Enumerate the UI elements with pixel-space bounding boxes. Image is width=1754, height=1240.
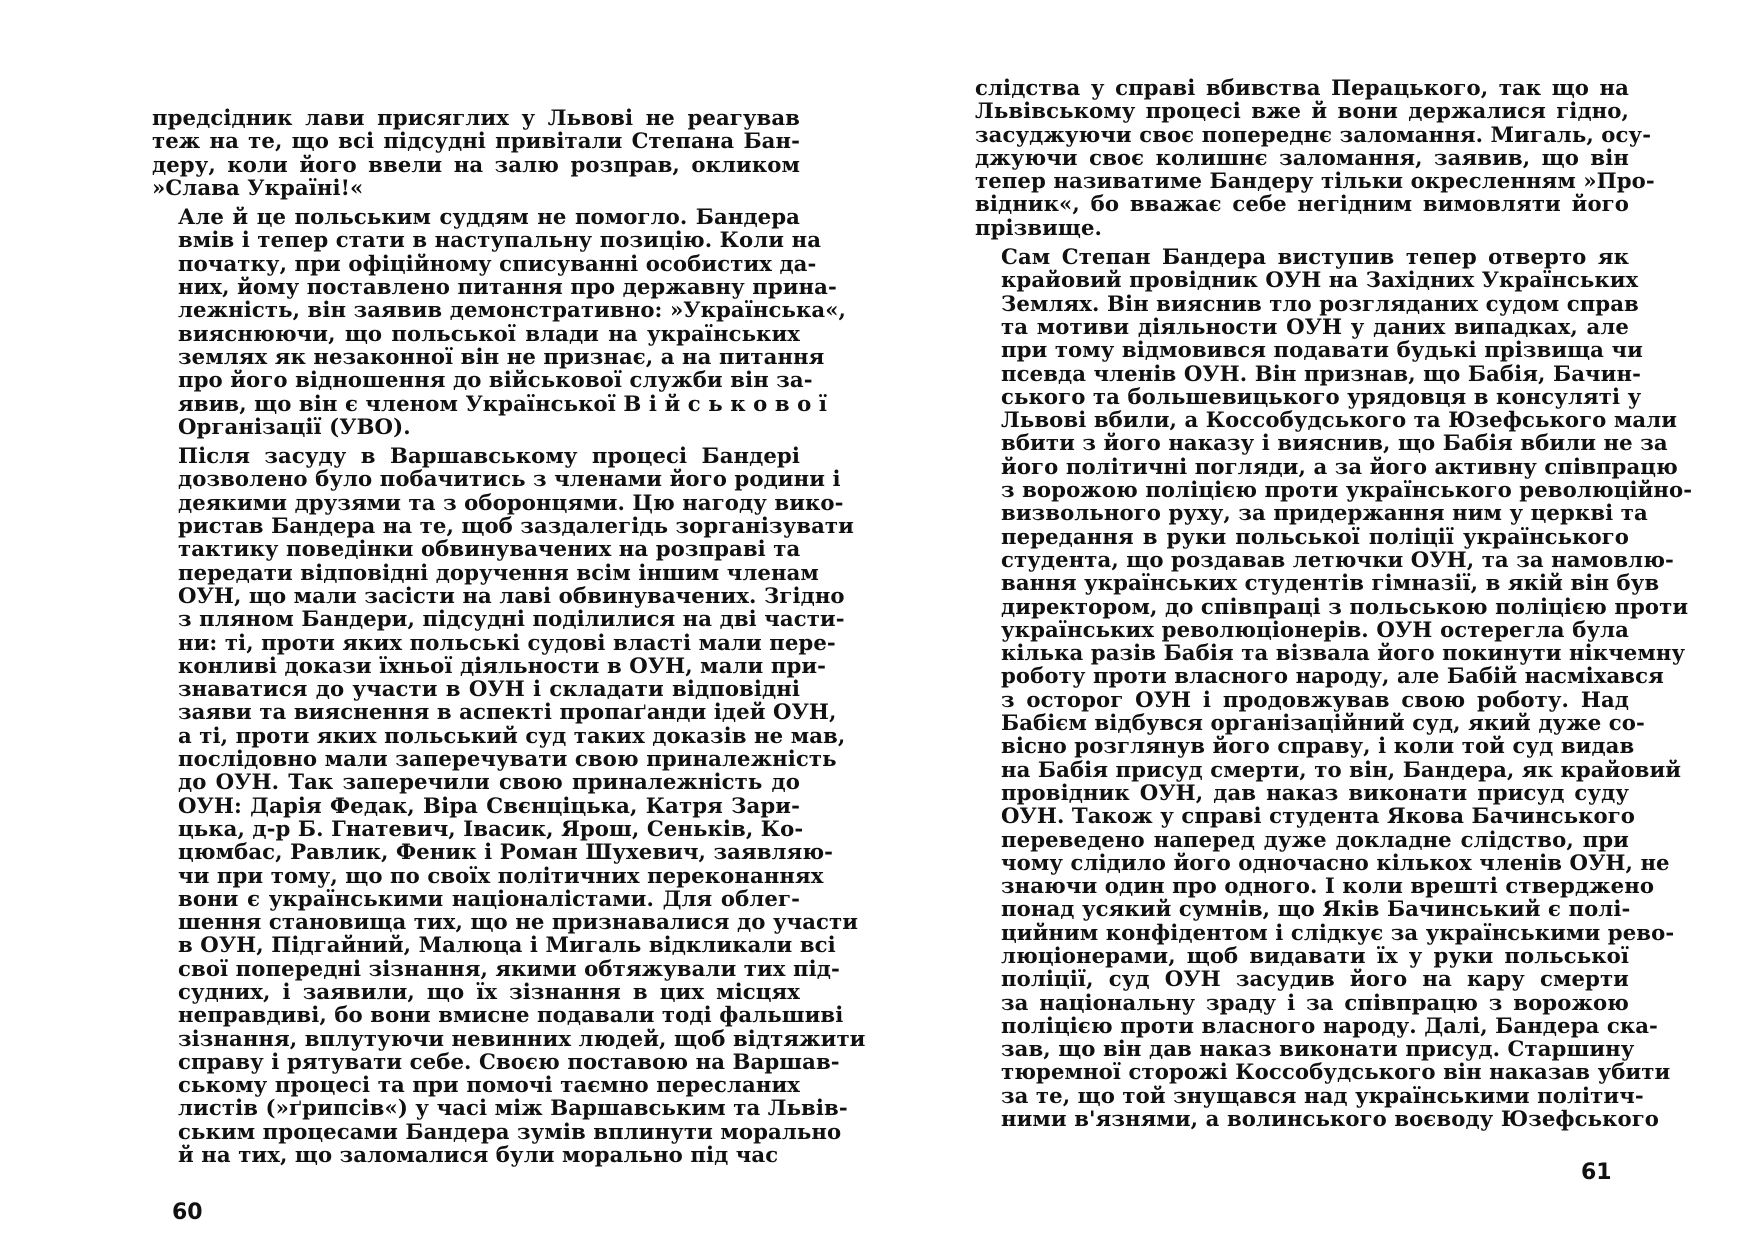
text-line: неправдиві, бо вони вмисне подавали тоді фальшиві: [178, 1002, 844, 1028]
text-line: директором, до співпраці з польською поліцією проти: [1001, 593, 1689, 619]
text-line: початку, при офіційному списуванні особистих да-: [178, 250, 817, 276]
text-line: переведено наперед дуже докладне слідство, при: [1001, 826, 1629, 852]
text-line: Землях. Він вияснив тло розгляданих судом справ: [1001, 290, 1639, 316]
text-line: деру, коли його ввели на залю розправ, окликом: [152, 151, 800, 177]
text-line: його політичні погляди, а за його активну співпрацю: [1001, 453, 1678, 479]
text-line: кілька разів Бабія та візвала його покинути нікчемну: [1001, 640, 1686, 666]
text-line: ристав Бандера на те, щоб заздалегідь зорганізувати: [178, 513, 854, 539]
text-line: крайовий провідник ОУН на Західних Українських: [1001, 267, 1639, 293]
text-line: вмів і тепер стати в наступальну позицію. Коли на: [178, 227, 822, 253]
text-line: конливі докази їхньої діяльности в ОУН, мали при-: [178, 652, 827, 678]
text-line: при тому відмовився подавати будькі прізвища чи: [1001, 337, 1643, 363]
text-line: слідства у справі вбивства Перацького, так що на: [975, 75, 1629, 100]
text-line: українських революціонерів. ОУН остерегла була: [1001, 616, 1629, 642]
text-line: землях як незаконної він не признає, а на питання: [178, 343, 825, 369]
text-line: Після засуду в Варшавському процесі Бандері: [178, 443, 800, 469]
text-line: дозволено було побачитись з членами його родини і: [178, 466, 841, 492]
text-line: люціонерами, щоб видавати їх у руки польської: [1001, 942, 1629, 968]
text-line: Львові вбили, а Коссобудського та Юзефського мали: [1001, 407, 1678, 433]
text-line: студента, що роздавав летючки ОУН, та за намовлю-: [1001, 546, 1674, 572]
text-line: теж на те, що всі підсудні привітали Степана Бан-: [152, 128, 800, 154]
text-line: а ті, проти яких польський суд таких доказів не мав,: [178, 722, 846, 748]
text-line: передання в руки польської поліції українського: [1001, 523, 1629, 549]
left-page-number: 60: [172, 1200, 203, 1225]
text-line: за те, що той знущався над українськими політич-: [1001, 1082, 1644, 1108]
text-line: »Слава Україні!«: [152, 174, 364, 200]
text-line: псевда членів ОУН. Він признав, що Бабія, Бачин-: [1001, 360, 1641, 386]
left-page-text: [152, 105, 866, 1168]
text-line: поліції, суд ОУН засудив його на кару смерти: [1001, 966, 1629, 992]
text-line: відник«, бо вважає себе негідним вимовляти його: [975, 191, 1629, 217]
text-line: до ОУН. Так заперечили свою приналежність до: [178, 769, 800, 795]
text-line: деякими друзями та з оборонцями. Цю нагоду вико-: [178, 489, 844, 515]
text-line: зізнання, вплутуючи невинних людей, щоб відтяжити: [178, 1025, 866, 1051]
right-page: [877, 0, 1754, 1240]
text-line: тактику поведінки обвинувачених на розправі та: [178, 536, 801, 562]
text-line: з пляном Бандери, підсудні поділилися на дві части-: [178, 606, 845, 632]
text-line: вісно розглянув його справу, і коли той суд видав: [1001, 733, 1635, 759]
paragraph: [152, 204, 847, 439]
text-line: з ворожою поліцією проти українського революційно-: [1001, 477, 1693, 503]
text-line: й на тих, що заломалися були морально під час: [178, 1142, 779, 1168]
text-line: вони є українськими націоналістами. Для облег-: [178, 885, 800, 911]
text-line: ського та большевицького урядовця в консуляті у: [1001, 383, 1642, 409]
text-line: в ОУН, Підгайний, Малюца і Мигаль відкликали всі: [178, 932, 836, 958]
text-line: про його відношення до військової служби він за-: [178, 367, 813, 393]
text-line: вияснюючи, що польської влади на українських: [178, 320, 800, 346]
text-line: поліцією проти власного народу. Далі, Бандера ска-: [1001, 1012, 1658, 1038]
text-line: понад усякий сумнів, що Яків Бачинський є полі-: [1001, 896, 1631, 922]
text-line: справу і рятувати себе. Своєю поставою на Варшав-: [178, 1048, 840, 1074]
text-line: Львівському процесі вже й вони держалися гідно,: [975, 98, 1629, 124]
text-line: передати відповідні доручення всім іншим членам: [178, 559, 819, 585]
text-line: чому слідило його одночасно кількох членів ОУН, не: [1001, 849, 1670, 875]
text-line: засуджуючи своє попереднє заломання. Мигаль, осу-: [975, 121, 1652, 147]
text-line: знаватися до участи в ОУН і складати відповідні: [178, 676, 800, 702]
text-line: явив, що він є членом Української В і й с ь к о в о ї: [178, 390, 827, 416]
text-line: зав, що він дав наказ виконати присуд. Старшину: [1001, 1036, 1635, 1062]
text-line: провідник ОУН, дав наказ виконати присуд суду: [1001, 779, 1629, 805]
text-line: них, йому поставлено питання про державну прина-: [178, 274, 837, 300]
text-line: прізвище.: [975, 214, 1103, 240]
text-line: ОУН: Дарія Федак, Віра Свєнціцька, Катря Зари-: [178, 792, 800, 818]
right-page-text: [975, 75, 1693, 1132]
text-line: ОУН. Також у справі студента Якова Бачинського: [1001, 803, 1636, 829]
text-line: листів (»ґрипсів«) у часі між Варшавським та Львів-: [178, 1095, 848, 1121]
text-line: ським процесами Бандера зумів вплинути морально: [178, 1118, 842, 1144]
text-line: судних, і заявили, що їх зізнання в цих місцях: [178, 978, 800, 1004]
paragraph: [152, 106, 800, 199]
text-line: визвольного руху, за придержання ним у церкві та: [1001, 500, 1648, 526]
text-line: чи при тому, що по своїх політичних переконаннях: [178, 862, 824, 888]
text-line: Бабієм відбувся організаційний суд, який дуже со-: [1001, 710, 1645, 736]
text-line: вання українських студентів гімназії, в якій він був: [1001, 570, 1660, 596]
text-line: та мотиви діяльности ОУН у даних випадках, але: [1001, 313, 1629, 339]
text-line: заяви та вияснення в аспекті пропаґанди ідей ОУН,: [178, 699, 837, 725]
text-line: послідовно мали заперечувати свою приналежність: [178, 746, 837, 772]
text-line: ОУН, що мали засісти на лаві обвинувачених. Згідно: [178, 582, 845, 608]
text-line: цька, д-р Б. Гнатевич, Івасик, Ярош, Сеньків, Ко-: [178, 815, 804, 841]
text-line: Але й це польським суддям не помогло. Бандера: [178, 204, 800, 230]
text-line: Сам Степан Бандера виступив тепер отверто як: [1001, 244, 1629, 270]
text-line: шення становища тих, що не признавалися до участи: [178, 909, 859, 935]
text-line: тепер називатиме Бандеру тільки окресленням »Про-: [975, 168, 1655, 194]
text-line: з осторог ОУН і продовжував свою роботу. Над: [1001, 686, 1629, 712]
text-line: знаючи один про одного. І коли врешті стверджено: [1001, 873, 1655, 899]
text-line: тюремної сторожі Коссобудського він наказав убити: [1001, 1059, 1671, 1085]
text-line: предсідник лави присяглих у Львові не реагував: [152, 105, 800, 130]
text-line: цюмбас, Равлик, Феник і Роман Шухевич, заявляю-: [178, 839, 834, 865]
text-line: джуючи своє колишнє заломання, заявив, що він: [975, 144, 1629, 170]
text-line: за національну зраду і за співпрацю з ворожою: [1001, 989, 1629, 1015]
text-line: цийним конфідентом і слідкує за українськими рево-: [1001, 919, 1675, 945]
text-line: ни: ті, проти яких польські судові власті мали пере-: [178, 629, 836, 655]
paragraph: [152, 443, 866, 1168]
text-line: ними в'язнями, а волинського воєводу Юзефського: [1001, 1106, 1660, 1132]
text-line: вбити з його наказу і вияснив, що Бабія вбили не за: [1001, 430, 1668, 456]
paragraph: [975, 75, 1655, 240]
text-line: лежність, він заявив демонстративно: »Українська«,: [178, 297, 847, 323]
text-line: на Бабія присуд смерти, то він, Бандера, як крайовий: [1001, 756, 1682, 782]
text-line: свої попередні зізнання, якими обтяжували тих під-: [178, 955, 840, 981]
right-page-number: 61: [1581, 1160, 1612, 1185]
paragraph: [975, 244, 1693, 1132]
text-line: ському процесі та при помочі таємно пересланих: [178, 1072, 800, 1098]
text-line: роботу проти власного народу, але Бабій насміхався: [1001, 663, 1664, 689]
text-line: Організації (УВО).: [178, 413, 411, 439]
